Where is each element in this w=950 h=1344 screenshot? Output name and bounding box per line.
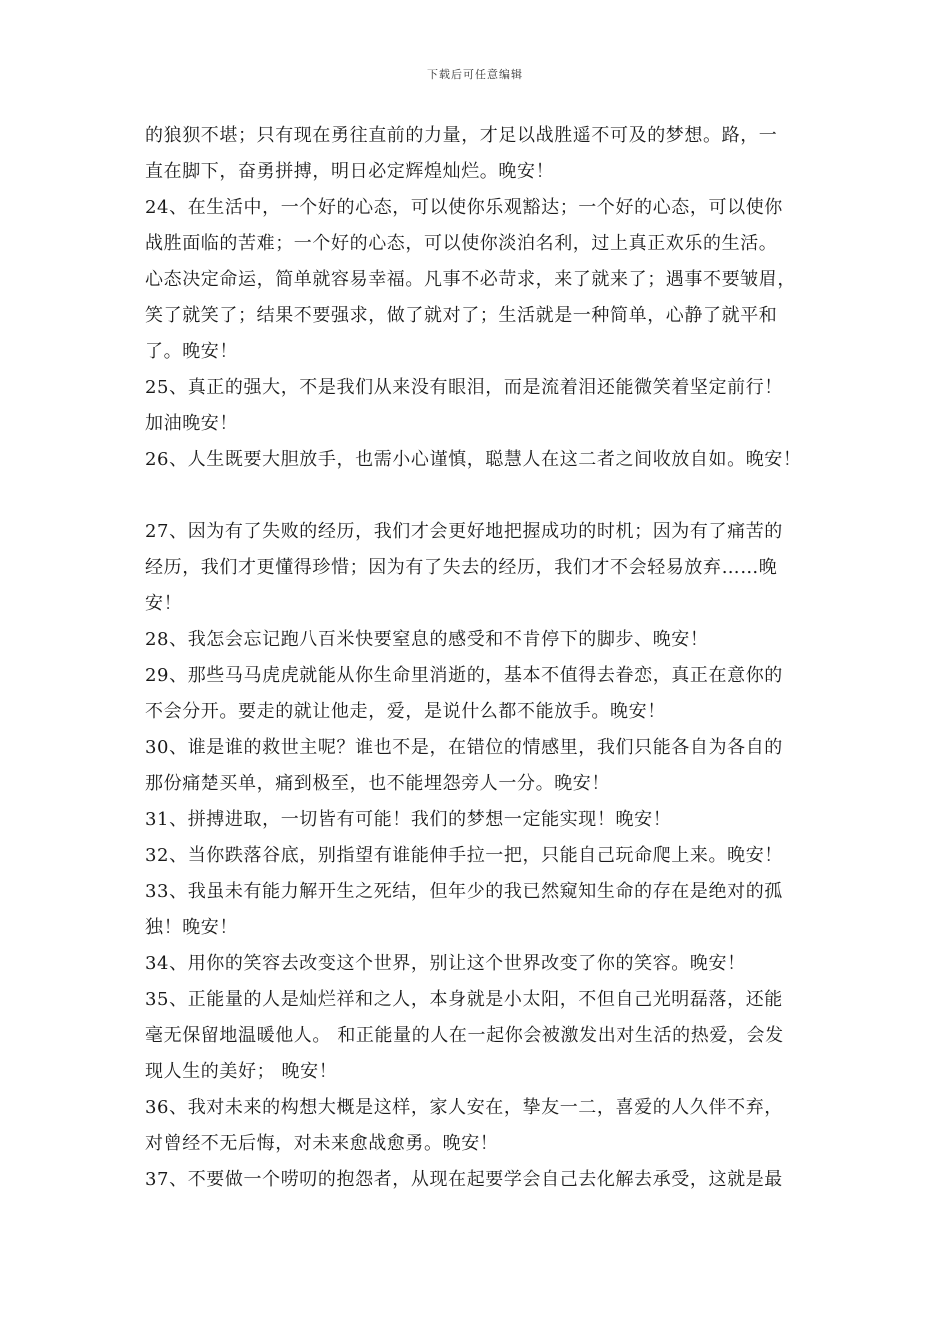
text-line: 那份痛楚买单，痛到极至，也不能埋怨旁人一分。晚安！ [145, 773, 610, 794]
text-line: 的狼狈不堪；只有现在勇往直前的力量，才足以战胜遥不可及的梦想。路，一 [145, 125, 778, 146]
text-line: 30、谁是谁的救世主呢？谁也不是，在错位的情感里，我们只能各自为各自的 [145, 737, 783, 758]
text-line: 战胜面临的苦难；一个好的心态，可以使你淡泊名利，过上真正欢乐的生活。 [145, 233, 778, 254]
text-line: 心态决定命运，简单就容易幸福。凡事不必苛求，来了就来了；遇事不要皱眉， [145, 269, 796, 290]
document-body [145, 118, 825, 1198]
text-line: 安！ [145, 593, 183, 614]
text-line: 37、不要做一个唠叨的抱怨者，从现在起要学会自己去化解去承受，这就是最 [145, 1169, 783, 1190]
text-line: 直在脚下，奋勇拼搏，明日必定辉煌灿烂。晚安！ [145, 161, 555, 182]
page-header: 下载后可任意编辑 [427, 68, 523, 81]
text-line: 现人生的美好； 晚安！ [145, 1061, 338, 1082]
text-line: 经历，我们才更懂得珍惜；因为有了失去的经历，我们才不会轻易放弃……晚 [145, 557, 778, 578]
text-line: 36、我对未来的构想大概是这样，家人安在，挚友一二，喜爱的人久伴不弃， [145, 1097, 783, 1118]
text-line: 31、拼搏进取，一切皆有可能！我们的梦想一定能实现！晚安！ [145, 809, 672, 830]
text-line: 加油晚安！ [145, 413, 238, 434]
blank-line [145, 478, 825, 514]
text-line: 25、真正的强大，不是我们从来没有眼泪，而是流着泪还能微笑着坚定前行！ [145, 377, 783, 398]
text-line: 32、当你跌落谷底，别指望有谁能伸手拉一把，只能自己玩命爬上来。晚安！ [145, 845, 783, 866]
text-line: 29、那些马马虎虎就能从你生命里消逝的，基本不值得去眷恋，真正在意你的 [145, 665, 783, 686]
text-line: 了。晚安！ [145, 341, 238, 362]
text-line: 不会分开。要走的就让他走，爱，是说什么都不能放手。晚安！ [145, 701, 666, 722]
text-line: 毫无保留地温暖他人。 和正能量的人在一起你会被激发出对生活的热爱，会发 [145, 1025, 784, 1046]
text-line: 对曾经不无后悔，对未来愈战愈勇。晚安！ [145, 1133, 499, 1154]
text-line: 34、用你的笑容去改变这个世界，别让这个世界改变了你的笑容。晚安！ [145, 953, 746, 974]
text-line: 28、我怎会忘记跑八百米快要窒息的感受和不肯停下的脚步、晚安！ [145, 629, 709, 650]
text-line: 27、因为有了失败的经历，我们才会更好地把握成功的时机；因为有了痛苦的 [145, 521, 783, 542]
text-line: 26、人生既要大胆放手，也需小心谨慎，聪慧人在这二者之间收放自如。晚安！ [145, 449, 802, 470]
text-line: 独！晚安！ [145, 917, 238, 938]
text-line: 33、我虽未有能力解开生之死结，但年少的我已然窥知生命的存在是绝对的孤 [145, 881, 783, 902]
text-line: 35、正能量的人是灿烂祥和之人，本身就是小太阳，不但自己光明磊落，还能 [145, 989, 783, 1010]
text-line: 24、在生活中，一个好的心态，可以使你乐观豁达；一个好的心态，可以使你 [145, 197, 783, 218]
text-line: 笑了就笑了；结果不要强求，做了就对了；生活就是一种简单，心静了就平和 [145, 305, 778, 326]
